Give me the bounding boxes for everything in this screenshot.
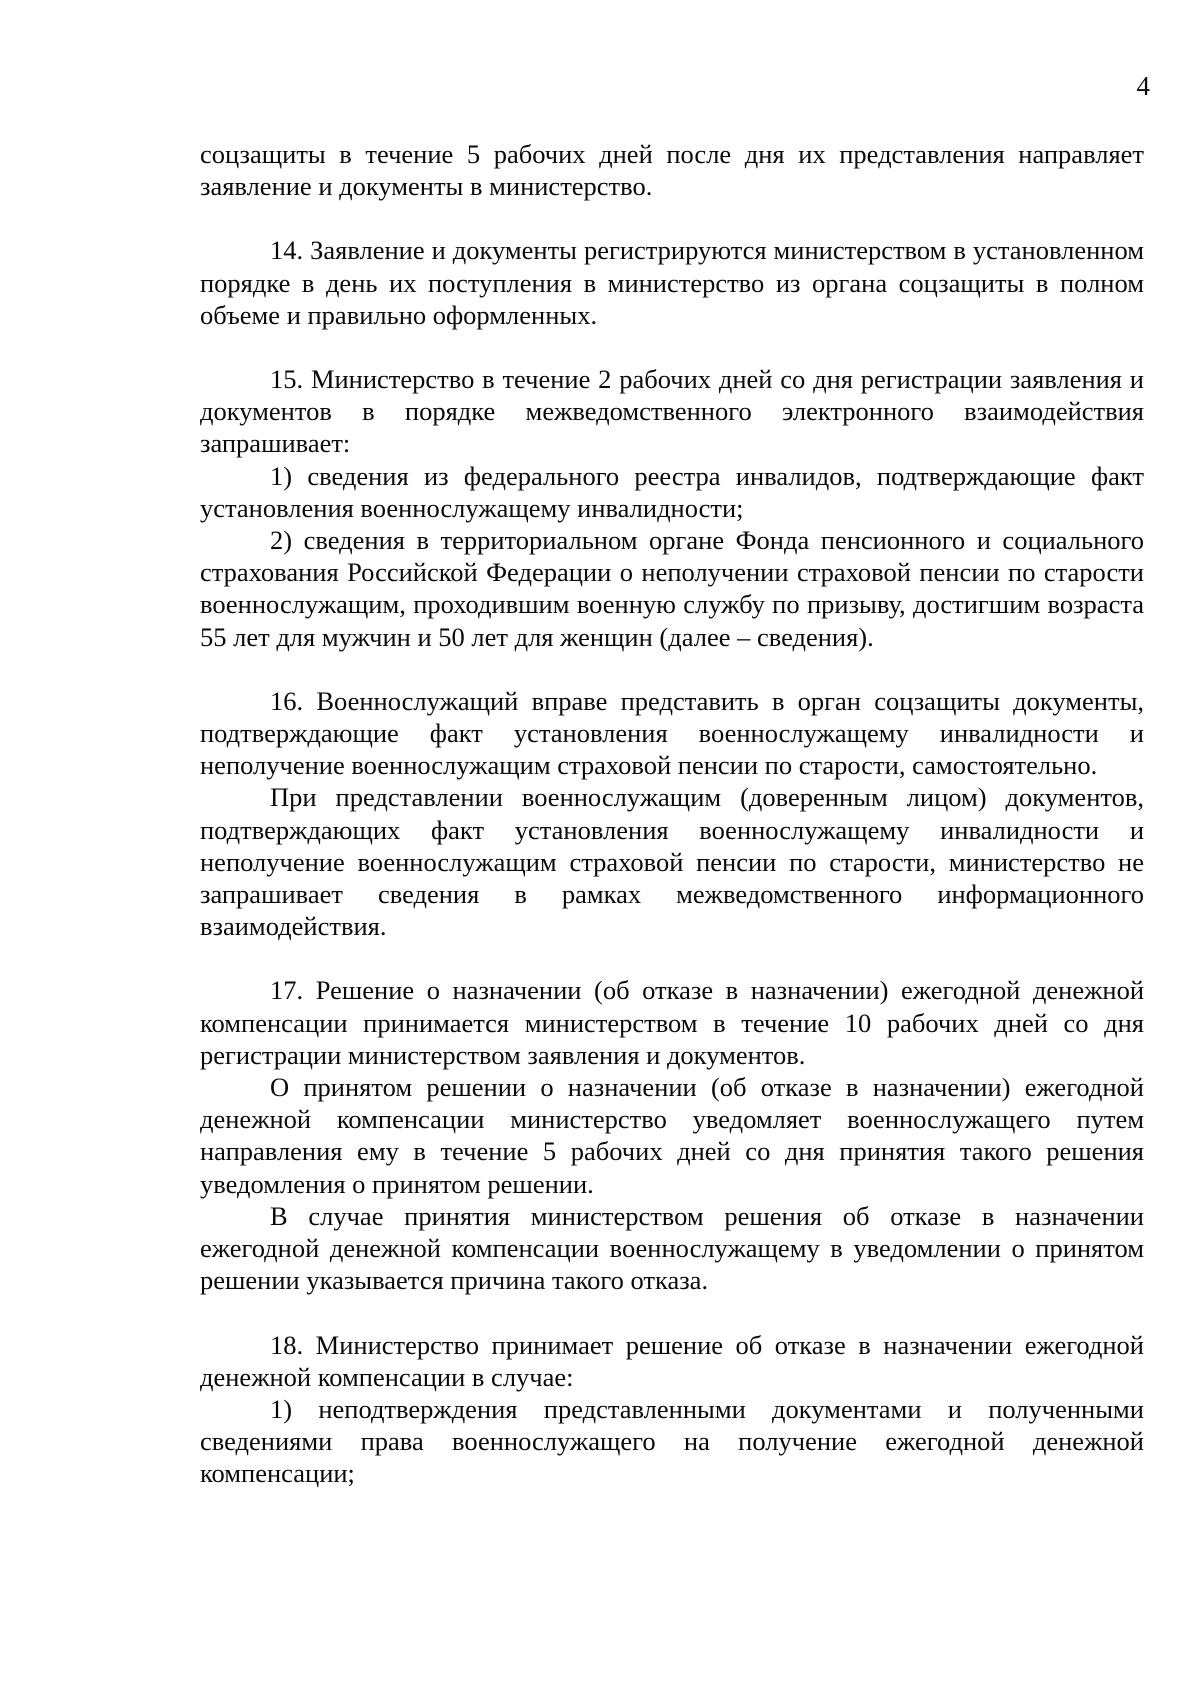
paragraph-item-18: 18. Министерство принимает решение об отказе в назначении ежегодной денежной компенсации в случае:	[200, 1329, 1144, 1392]
document-body	[200, 138, 1144, 1490]
paragraph-item-17-part-3: В случае принятия министерством решения об отказе в назначении ежегодной денежной компенсации военнослужащему в уведомлении о принятом решении указывается причина такого отказа.	[200, 1200, 1144, 1296]
paragraph-item-16-part-2: При представлении военнослужащим (доверенным лицом) документов, подтверждающих факт установления военнослужащему инвалидности и неполучение военнослужащим страховой пенсии по старости, министерство не запрашивает сведения в рамках межведомственного информационного взаимодействия.	[200, 782, 1144, 942]
paragraph-item-17-part-2: О принятом решении о назначении (об отказе в назначении) ежегодной денежной компенсации министерство уведомляет военнослужащего путем направления ему в течение 5 рабочих дней со дня принятия такого решения уведомления о принятом решении.	[200, 1072, 1144, 1199]
subitem-15-1: 1) сведения из федерального реестра инвалидов, подтверждающие факт установления военнослужащему инвалидности;	[200, 460, 1144, 523]
paragraph-item-17: 17. Решение о назначении (об отказе в назначении) ежегодной денежной компенсации принимается министерством в течение 10 рабочих дней со дня регистрации министерством заявления и документов.	[200, 975, 1144, 1070]
paragraph-item-15: 15. Министерство в течение 2 рабочих дней со дня регистрации заявления и документов в порядке межведомственного электронного взаимодействия запрашивает:	[200, 364, 1144, 459]
page-number: 4	[1136, 71, 1150, 101]
subitem-15-2: 2) сведения в территориальном органе Фонда пенсионного и социального страхования Российской Федерации о неполучении страховой пенсии по старости военнослужащим, проходившим военную службу по призыву, достигшим возраста 55 лет для мужчин и 50 лет для женщин (далее – сведения).	[200, 525, 1144, 652]
paragraph-continuation: соцзащиты в течение 5 рабочих дней после дня их представления направляет заявление и документы в министерство.	[200, 139, 1144, 202]
subitem-18-1: 1) неподтверждения представленными документами и полученными сведениями права военнослужащего на получение ежегодной денежной компенсации;	[200, 1393, 1144, 1489]
paragraph-item-16: 16. Военнослужащий вправе представить в орган соцзащиты документы, подтверждающие факт установления военнослужащему инвалидности и неполучение военнослужащим страховой пенсии по старости, самостоятельно.	[200, 685, 1144, 781]
paragraph-item-14: 14. Заявление и документы регистрируются министерством в установленном порядке в день их поступления в министерство из органа соцзащиты в полном объеме и правильно оформленных.	[200, 235, 1144, 330]
